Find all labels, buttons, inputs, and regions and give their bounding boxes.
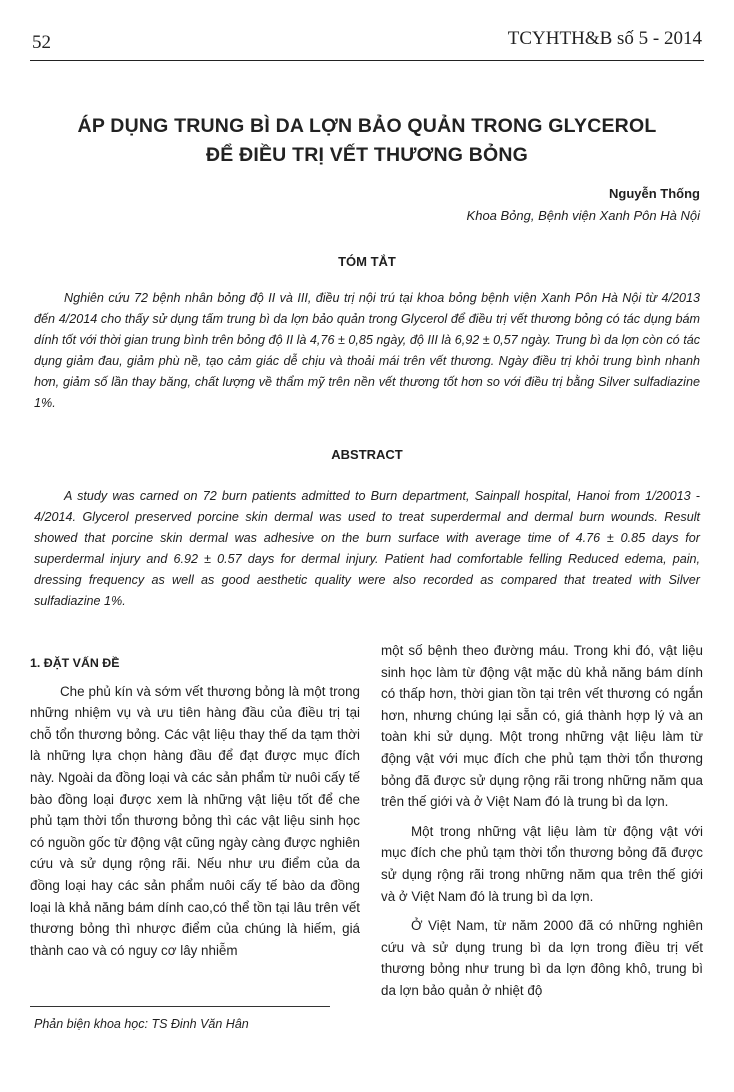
title-line-1: ÁP DỤNG TRUNG BÌ DA LỢN BẢO QUẢN TRONG GLYCEROL — [77, 115, 657, 137]
section-heading: 1. ĐẶT VẤN ĐỀ — [30, 656, 120, 670]
article-title — [30, 112, 704, 170]
page-number: 52 — [32, 32, 51, 53]
summary-text: Nghiên cứu 72 bệnh nhân bỏng độ II và III, điều trị nội trú tại khoa bỏng bệnh viện Xanh Pôn Hà Nội từ 4/2013 đến 4/2014 cho thấy sử dụng tấm trung bì da lợn bảo quản trong Glycerol để điều trị vết thương bỏng có tác dụng bám dính tốt với thời gian trung bình trên bỏng độ II là 4,76 ± 0,85 ngày, độ III là 6,92 ± 0,57 ngày. Trung bì da lợn còn có tác dụng giảm đau, giảm phù nề, tạo cảm giác dễ chịu và thoải mái trên vết thương. Ngày điều trị khỏi trung bình nhanh hơn, giảm số lần thay băng, chất lượng về thẩm mỹ trên nền vết thương tốt hơn so với điều trị bằng Silver sulfadiazine 1%. — [34, 291, 700, 410]
journal-issue: TCYHTH&B số 5 - 2014 — [507, 28, 702, 49]
body-paragraph: một số bệnh theo đường máu. Trong khi đó, vật liệu sinh học làm từ động vật mặc dù khả năng bám dính có thấp hơn, thời gian tồn tại trên vết thương có ngắn hơn, nhưng chúng lại sẵn có, giá thành hợp lý và an toàn khi sử dụng. Một trong những vật liệu làm từ động vật với mục đích che phủ tạm thời tổn thương bỏng đã được sử dụng rộng rãi trong những năm qua trên thế giới và ở Việt Nam đó là trung bì da lợn. — [381, 643, 703, 810]
page-header — [30, 26, 704, 61]
summary-heading: TÓM TẮT — [338, 254, 396, 269]
author-name: Nguyễn Thống — [609, 186, 700, 201]
abstract-heading: ABSTRACT — [331, 447, 403, 462]
title-line-2: ĐỂ ĐIỀU TRỊ VẾT THƯƠNG BỎNG — [205, 144, 529, 166]
right-column — [381, 640, 703, 1010]
author-block — [467, 183, 700, 227]
left-column — [30, 640, 360, 969]
body-paragraph: Ở Việt Nam, từ năm 2000 đã có những nghiên cứu và sử dụng trung bì da lợn trong điều trị vết thương bỏng như trung bì da lợn đông khô, trung bì da lợn bảo quản ở nhiệt độ — [381, 918, 703, 998]
body-paragraph: Che phủ kín và sớm vết thương bỏng là một trong những nhiệm vụ và ưu tiên hàng đầu của điều trị tại chỗ tổn thương bỏng. Các vật liệu thay thế da tạm thời là những lựa chọn hàng đầu để đạt được mục đích này. Ngoài da đồng loại và các sản phẩm từ nuôi cấy tế bào đồng loại được xem là những vật liệu tốt để che phủ tạm thời tổn thương bỏng thì các vật liệu sinh học có nguồn gốc từ động vật cũng ngày càng được nghiên cứu và sử dụng rộng rãi. Nếu như ưu điểm của da đồng loại hay các sản phẩm nuôi cấy tế bào da đồng loại là khả năng bám dính cao,có thể tồn tại lâu trên vết thương bỏng thì nhược điểm của chúng là hiếm, giá thành cao và có nguy cơ lây nhiễm — [30, 683, 360, 958]
abstract-text: A study was carned on 72 burn patients admitted to Burn department, Sainpall hospital, Hanoi from 1/20013 - 4/2014. Glycerol preserved porcine skin dermal was used to treat superdermal and dermal burn wounds. Result showed that porcine skin dermal was adhesive on the burn surface with average time of 4.76 ± 0.85 days for superdermal injury and 6.92 ± 0.57 days for dermal injury. Patient had comfortable felling Reduced edema, pain, dressing frequency as well as good aesthetic quality were also recorded as compared that treated with Silver sulfadiazine 1%. — [34, 489, 700, 608]
author-affiliation: Khoa Bỏng, Bệnh viện Xanh Pôn Hà Nội — [466, 208, 700, 223]
footnote-divider — [30, 1006, 330, 1007]
footnote: Phản biện khoa học: TS Đinh Văn Hân — [34, 1017, 249, 1031]
body-paragraph: Một trong những vật liệu làm từ động vật với mục đích che phủ tạm thời tổn thương bỏng đã được sử dụng rộng rãi trong những năm qua trên thế giới và ở Việt Nam đó là trung bì da lợn. — [381, 823, 703, 904]
